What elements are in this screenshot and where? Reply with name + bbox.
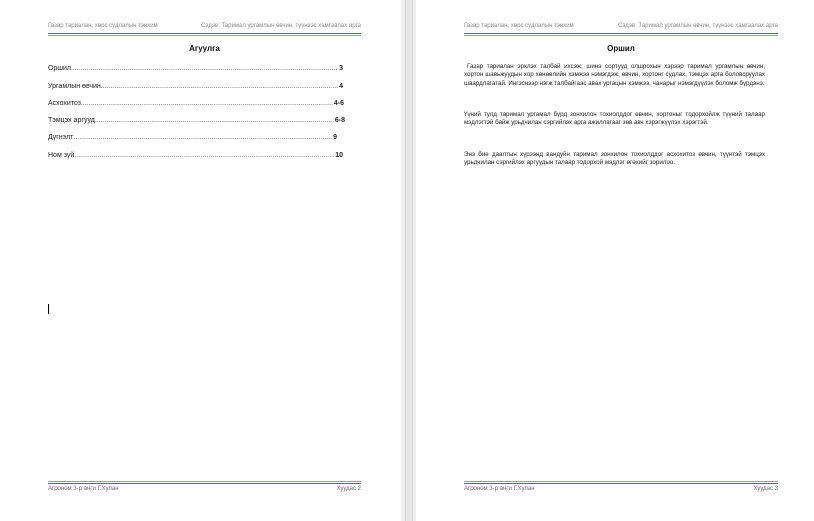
toc-entry[interactable]: [48, 80, 343, 90]
footer-rule-gray: [48, 481, 361, 482]
toc-page-number: 6-8: [334, 117, 345, 124]
page-header: [48, 23, 361, 32]
toc-entry[interactable]: [48, 97, 344, 107]
body-paragraph: Газар тариалан эрхлэх талбай ихсэж, шинэ сортууд олшрохын хэрээр таримал ургамлын өвчин, хортон шавьжуудын хор хөнөөлийн хэмжээ нэмэгдэж, өвчин, хортонг судлах, тэмцэх арга боловсруулах шаардлагатай. Ингэснээр нэгж талбайгаас авах ургацын хэмжээ, чанарыг нэмэгдүүлэх боломж бүрдэнэ.: [464, 63, 765, 87]
toc-label: Ном зүй: [48, 152, 75, 159]
toc-entry[interactable]: [48, 149, 343, 159]
toc-entry[interactable]: [48, 62, 343, 72]
header-rule-gray: [464, 35, 778, 36]
toc-page-number: 3: [339, 65, 343, 72]
toc-page-number: 4-6: [333, 100, 344, 107]
toc-label: Дүгнэлт: [48, 134, 74, 141]
toc-page-number: 10: [335, 152, 343, 159]
footer-page-number: Хуудас 2: [336, 486, 361, 492]
header-rule-gray: [48, 35, 361, 36]
body-paragraph: Энэ бие даалтын хүрээнд вандуйн таримал зонхилон тохиолддог асхохитоз өвчин, түүнтэй тэмцэх урьдчилан сэргийлэх аргуудын талаар тодорхой мэдлэг өгөхийг зорилоо.: [464, 151, 765, 167]
page-title: Агуулга: [189, 44, 220, 53]
toc-entry[interactable]: [48, 114, 345, 124]
page-footer: [48, 486, 361, 495]
toc-label: Асхохитоз: [48, 100, 81, 107]
toc-label: Тэмцэх аргууд: [48, 117, 95, 124]
document-page-right[interactable]: [416, 0, 814, 521]
header-rule-red: [48, 33, 361, 34]
header-left-text: Газар тариалан, хөрс судлалын тэнхим: [48, 23, 158, 29]
footer-rule-red: [464, 483, 778, 484]
toc-label: Ургамлын өвчин: [48, 83, 101, 90]
header-rule-red: [464, 33, 778, 34]
footer-rule-gray: [464, 481, 778, 482]
toc-leader: [74, 152, 334, 159]
toc-label: Оршил: [48, 65, 71, 72]
footer-left-text: Агроном 3-р анги Г.Хулан: [48, 486, 119, 492]
toc-leader: [71, 65, 338, 72]
footer-rule-red: [48, 483, 361, 484]
toc-leader: [81, 100, 333, 107]
toc-page-number: 4: [339, 83, 343, 90]
page-title: Оршил: [607, 44, 635, 53]
footer-page-number: Хуудас 3: [753, 486, 778, 492]
toc-leader: [95, 117, 334, 124]
toc-entry[interactable]: [48, 131, 337, 141]
page-footer: [464, 486, 778, 495]
page-header: [464, 23, 778, 32]
footer-left-text: Агроном 3-р анги Г.Хулан: [464, 486, 535, 492]
header-left-text: Газар тариалан, хөрс судлалын тэнхим: [464, 23, 574, 29]
header-right-text: Сэдэв: Таримал ургамлын өвчин, түүнээс хамгаалах арга: [201, 23, 361, 29]
toc-leader: [73, 134, 332, 141]
document-page-left[interactable]: [0, 0, 401, 521]
body-paragraph: Үүний тулд таримал ургамал бүрд зонхилон тохиолддог өвчин, хортоныг тодорхойлж түүний талаар мэдлэгтэй байж урьдчилан сэргийлэх арга ажиллагааг зөв авч хэрэгжүүлэх хэрэгтэй.: [464, 111, 765, 127]
text-cursor: [48, 304, 49, 314]
header-right-text: Сэдэв: Таримал ургамлын өвчин, түүнээс хамгаалах арга: [618, 23, 778, 29]
toc-page-number: 9: [333, 134, 337, 141]
page-separator: [405, 0, 413, 521]
toc-leader: [101, 83, 338, 90]
